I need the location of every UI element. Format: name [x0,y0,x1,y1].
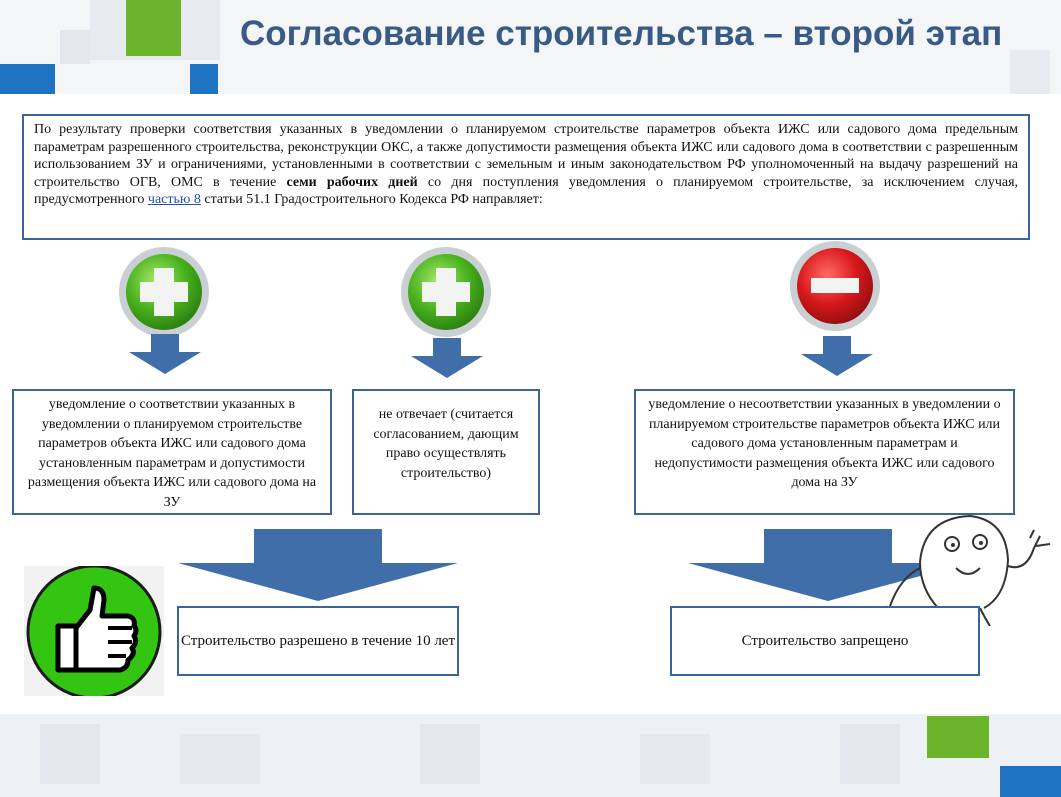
intro-bold-deadline: семи рабочих дней [286,174,418,190]
header-tile-blue-small [190,64,218,94]
footer-tile-light [840,724,900,784]
page-title: Согласование строительства – второй этап [240,14,1003,53]
down-arrow-icon [411,338,483,378]
law-part-link[interactable]: частью 8 [147,192,201,207]
minus-circle-icon [789,240,881,332]
footer-tile-light [180,734,260,784]
down-arrow-icon [801,336,873,376]
outcome-box-noncompliance: уведомление о несоответствии указанных в уведомлении о планируемом строительстве параметров объекта ИЖС или садового дома установленным параметрам и недопустимости размещения объекта ИЖС или садового дома на ЗУ [634,389,1015,515]
footer-tile-green [927,716,989,758]
final-forbidden-text: Строительство запрещено [741,633,909,649]
final-allowed-text: Строительство разрешено в течение 10 лет [180,633,456,649]
intro-text: По результату проверки соответствия указанных в уведомлении о планируемом строительстве параметров объекта ИЖС или садового дома предельным параметрам разрешенного строительства, реконструкции ОКС, а также допустимости размещения объекта ИЖС или садового дома в соответствии с разрешенным использованием ЗУ и ограничениями, установленными в соответствии с земельным и иным законодательством РФ уполномоченный на выдачу разрешений на строительство ОГВ, ОМС в течение [34,122,1018,190]
final-box-forbidden [670,606,980,676]
header-tile-green [126,0,181,56]
header-tile-light [1010,50,1050,94]
footer-tile-light [420,724,480,784]
final-box-allowed [177,606,459,676]
thumbs-up-icon [24,566,164,696]
footer-tile-light [640,734,710,784]
intro-text-end: статьи 51.1 Градостроительного Кодекса РФ направляет: [204,192,543,207]
footer-tile-blue [1000,766,1061,797]
intro-box [22,114,1030,240]
footer-background [0,714,1061,797]
big-down-arrow-icon [178,529,458,601]
outcome-box-no-response: не отвечает (считается согласованием, дающим право осуществлять строительство) [352,389,540,515]
footer-tile-light [40,724,100,784]
plus-circle-icon [118,246,210,338]
outcome-box-compliance: уведомление о соответствии указанных в уведомлении о планируемом строительстве параметров объекта ИЖС или садового дома установленным параметрам и допустимости размещения объекта ИЖС или садового дома на ЗУ [12,389,332,515]
plus-circle-icon [400,246,492,338]
header-tile-light [60,30,90,64]
intro-text-continued: со дня поступления уведомления о планируемом строительстве, за исключением случая, предусмотренного [34,174,1019,207]
header-tile-blue [0,64,55,94]
down-arrow-icon [129,334,201,374]
